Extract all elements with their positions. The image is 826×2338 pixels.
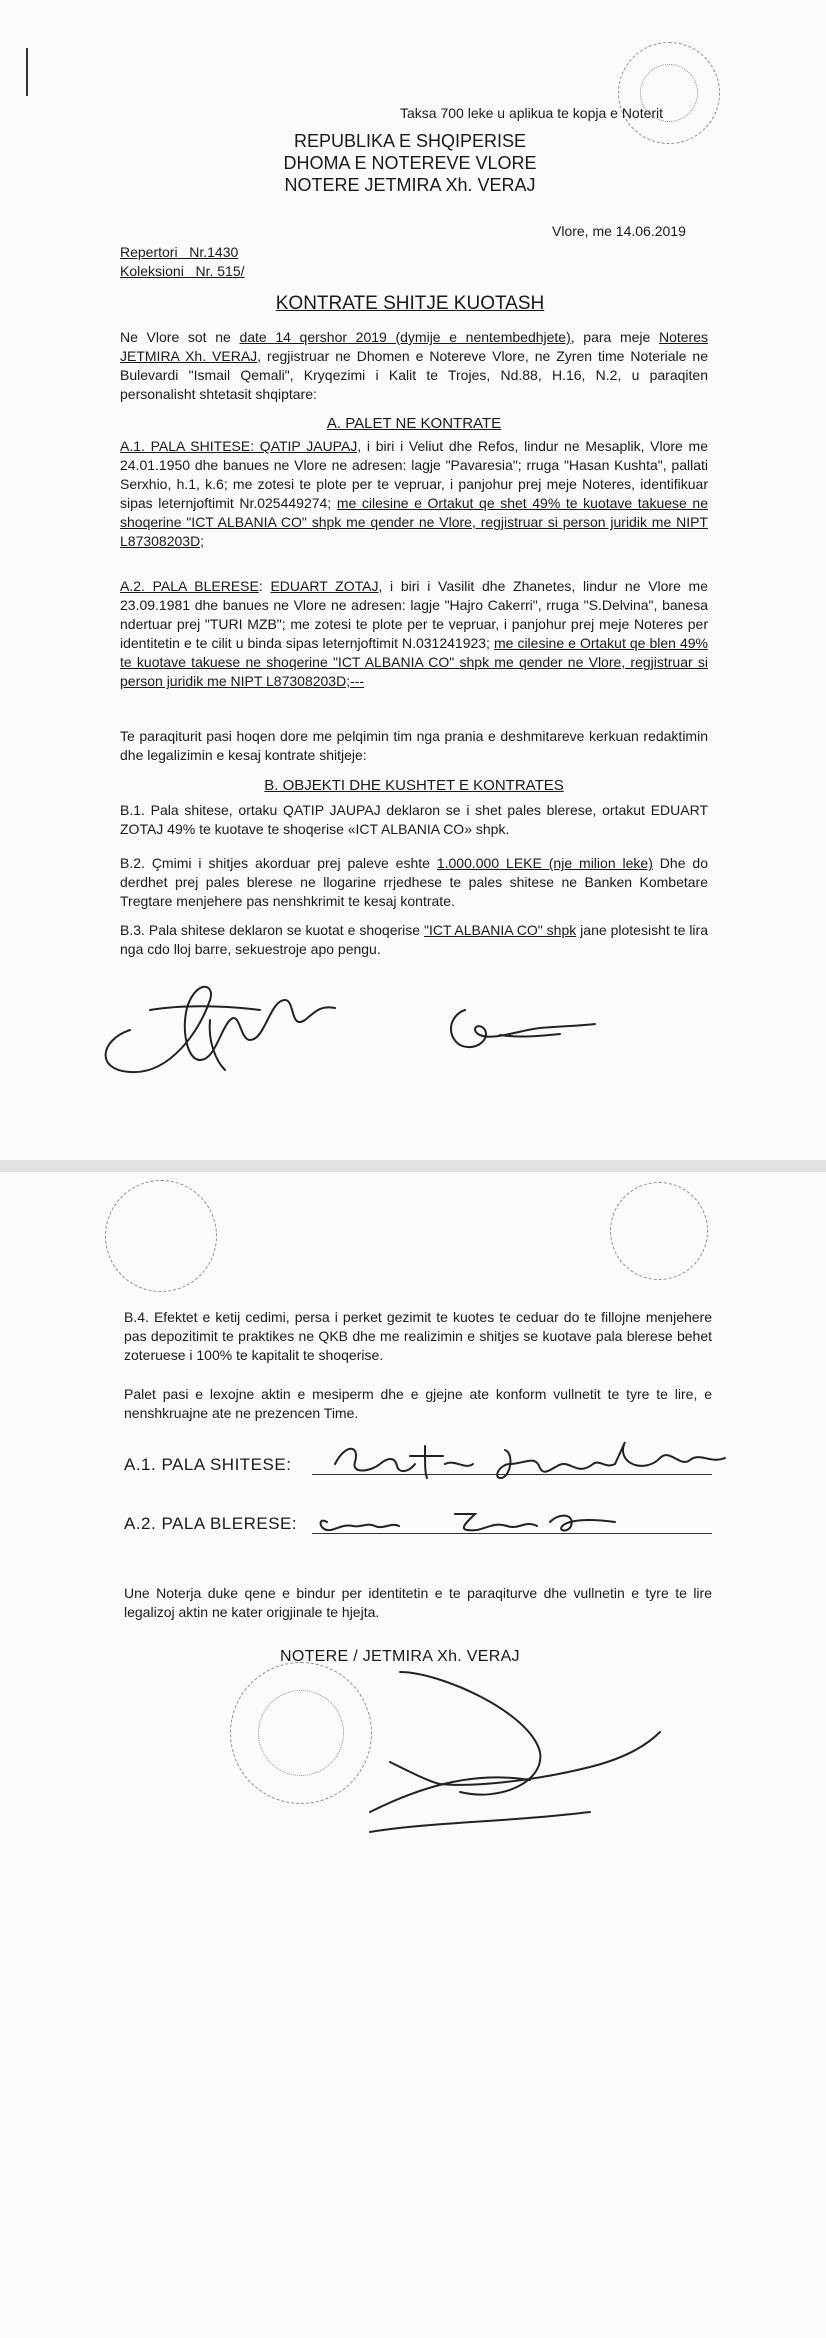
clause-b2	[120, 854, 708, 911]
party-buyer-paragraph	[120, 577, 708, 691]
signature-buyer-2	[315, 1504, 635, 1540]
signature-notary	[330, 1662, 710, 1852]
notary-signature-block: NOTERE / JETMIRA Xh. VERAJ	[280, 1648, 520, 1665]
buyer-text: , i biri i Vasilit dhe Zhanetes, lindur ne Vlore me 23.09.1981 dhe banues ne Vlore ne adresen: lagje "Hajro Cakerri", rruga "S.Delvina", banesa ndertuar prej "TURI MZB"; me zotesi te plote per te vepruar, i panjohur prej meje Noteres per identitetin e te cilit u binda sipas leternjoftimit N.031241923;	[120, 578, 709, 651]
margin-mark	[26, 48, 28, 96]
clause-b4: B.4. Efektet e ketij cedimi, persa i perket gezimit te kuotes te ceduar do te fillojne menjehere pas depozitimit te praktikes ne QKB dhe me realizimin e shitjes se kuotave pala blerese behet zoteruese i 100% te kapitalit te shoqerise.	[124, 1309, 712, 1363]
buyer-quota: me cilesine e Ortakut qe blen 49% te kuotave takuese ne shoqerine "ICT ALBANIA CO" shpk me qender ne Vlore, regjistruar si person juridik me NIPT L87308203D;---	[120, 635, 708, 689]
page-separator	[0, 1160, 826, 1172]
seller-quota: me cilesine e Ortakut qe shet 49% te kuotave takuese ne shoqerine "ICT ALBANIA CO" shpk me qender ne Vlore, regjistruar si person juridik me NIPT L87308203D;	[120, 495, 708, 549]
notary-stamp-top-right	[610, 1182, 708, 1280]
b2-text-1: B.2. Çmimi i shitjes akorduar prej paleve eshte	[120, 855, 437, 871]
buyer-colon: :	[258, 578, 271, 594]
b3-text-2: jane plotesisht te lira nga cdo lloj barre, sekuestroje apo pengu.	[120, 922, 708, 957]
closing-paragraph: Une Noterja duke qene e bindur per identitetin e te paraqiturve dhe vullnetin e tyre te lire legalizoj aktin ne kater origjinale te hjejta.	[124, 1585, 712, 1620]
party-seller-paragraph	[120, 437, 708, 551]
buyer-signature-label: A.2. PALA BLERESE:	[124, 1514, 298, 1533]
seller-text: i biri i Veliut dhe Refos, lindur ne Mesaplik, Vlore me 24.01.1950 dhe banues ne Vlore ne adresen: lagje "Pavaresia"; rruga "Hasan Kushta", pallati Serxhio, h.1, k.6; me zotesi te plote per te vepruar, i panjohur prej meje Noteres, identifikuar sipas leternjoftimit Nr.025449274;	[120, 438, 708, 511]
header-line-1: REPUBLIKA E SHQIPERISE	[293, 131, 527, 151]
koleksioni-number: Koleksioni Nr. 515/	[120, 263, 245, 279]
intro-text-3: , regjistruar ne Dhomen e Notereve Vlore, ne Zyren time Noteriale ne Bulevardi "Ismail Qemali", Kryqezimi i Kalit te Trojes, Nd.88, H.16, N.2, u paraqiten personalisht shtetasit shqiptare:	[120, 348, 708, 402]
document-header	[220, 130, 600, 196]
section-b-heading: B. OBJEKTI DHE KUSHTET E KONTRATES	[264, 777, 564, 794]
signature-seller-1	[90, 960, 350, 1090]
buyer-label: A.2. PALA BLERESE	[120, 578, 259, 594]
document-page-2	[0, 1172, 826, 2338]
intro-text-2: , para meje	[570, 329, 659, 345]
notary-stamp-top	[105, 1180, 217, 1292]
section-a-heading: A. PALET NE KONTRATE	[326, 415, 502, 432]
consent-paragraph: Te paraqiturit pasi hoqen dore me pelqimin tim nga prania e deshmitareve kerkuan redaktimin dhe legalizimin e kesaj kontrate shitjeje:	[120, 728, 708, 763]
buyer-name: EDUART ZOTAJ	[270, 578, 379, 594]
contract-title: KONTRATE SHITJE KUOTASH	[275, 293, 545, 314]
place-date: Vlore, me 14.06.2019	[552, 223, 686, 239]
header-line-2: DHOMA E NOTEREVE VLORE	[283, 153, 537, 173]
b3-text-1: B.3. Pala shitese deklaron se kuotat e shoqerise	[120, 922, 424, 938]
intro-text-1: Ne Vlore sot ne	[120, 329, 240, 345]
clause-b3	[120, 921, 708, 959]
b2-price: 1.000.000 LEKE (nje milion leke)	[436, 855, 653, 871]
clause-b1: B.1. Pala shitese, ortaku QATIP JAUPAJ deklaron se i shet pales blerese, ortakut EDUART ZOTAJ 49% te kuotave te shoqerise «ICT ALBANIA CO» shpk.	[120, 802, 708, 837]
document-page-1	[0, 0, 826, 1160]
b2-text-2: Dhe do derdhet prej pales blerese ne llogarine rrjedhese te pales shitese ne Banken Kombetare Tregtare menjehere pas nenshkrimit te kesaj kontrate.	[120, 855, 708, 909]
intro-notary: Noteres JETMIRA Xh. VERAJ	[120, 329, 709, 364]
intro-date: date 14 qershor 2019 (dymije e nentembedhjete)	[239, 329, 571, 345]
reading-paragraph: Palet pasi e lexojne aktin e mesiperm dhe e gjejne ate konform vullnetit te tyre te lire, e nenshkruajne ate ne prezencen Time.	[124, 1386, 712, 1421]
signature-seller-2	[325, 1434, 745, 1488]
tax-note: Taksa 700 leke u aplikua te kopja e Noterit	[400, 105, 664, 121]
intro-paragraph	[120, 328, 708, 404]
seller-signature-label: A.1. PALA SHITESE:	[124, 1455, 292, 1474]
seller-label: A.1. PALA SHITESE: QATIP JAUPAJ,	[120, 438, 362, 454]
b3-company: "ICT ALBANIA CO" shpk	[423, 922, 577, 938]
signature-buyer-1	[430, 990, 610, 1070]
header-line-3: NOTERE JETMIRA Xh. VERAJ	[284, 175, 536, 195]
repertori-number: Repertori Nr.1430	[120, 244, 239, 260]
